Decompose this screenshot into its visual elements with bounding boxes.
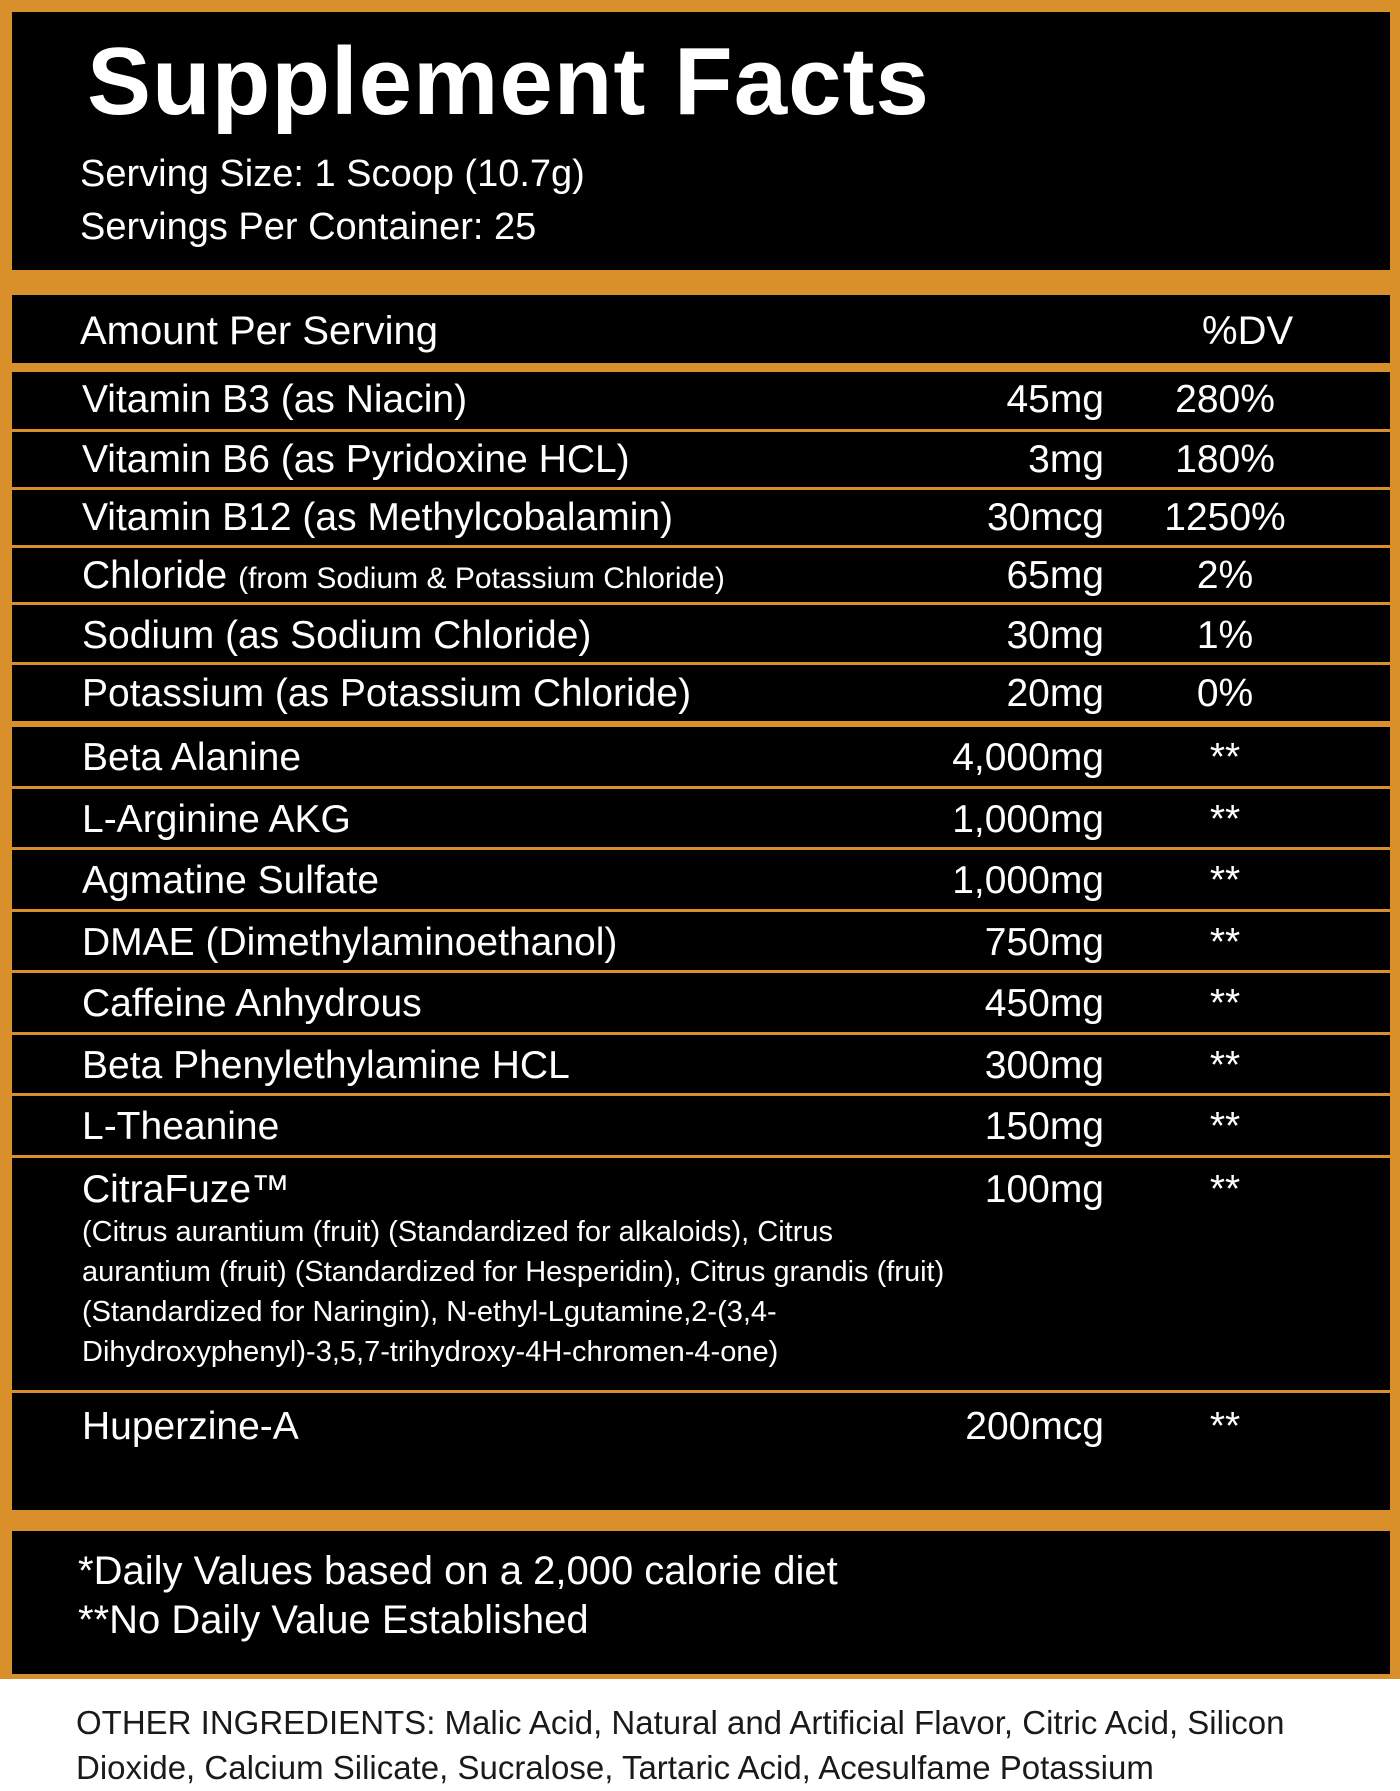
ingredient-table [12,372,1390,1510]
ingredient-daily-value: 180% [1175,438,1275,481]
footnotes-section [12,1531,1390,1674]
ingredient-daily-value: 0% [1196,672,1254,715]
ingredient-amount: 1,000mg [952,859,1104,902]
ingredient-amount: 150mg [984,1105,1104,1148]
amount-per-serving-label: Amount Per Serving [80,309,438,353]
ingredient-daily-value: ** [1209,921,1241,964]
ingredient-daily-value: 1% [1196,614,1254,657]
ingredient-amount: 4,000mg [952,736,1104,779]
ingredient-name-text: Caffeine Anhydrous [82,982,422,1025]
ingredient-name-text: Agmatine Sulfate [82,859,380,902]
ingredient-description: (Citrus aurantium (fruit) (Standardized for alkaloids), Citrus aurantium (fruit) (Standardized for Hesperidin), Citrus grandis (fruit) (Standardized for Naringin), N-ethyl-Lgutamine,2-(3,4-Dihydroxyphenyl)-3,5,7-trihydroxy-4H-chromen-4-one) [82,1216,945,1368]
other-ingredients-text: Malic Acid, Natural and Artificial Flavor, Citric Acid, Silicon Dioxide, Calcium Silicate, Sucralose, Tartaric Acid, Acesulfame Potassium [76,1704,1285,1786]
ingredient-name-text: L-Theanine [82,1105,280,1148]
ingredient-row [12,372,1390,432]
ingredient-row [12,850,1390,912]
ingredient-row [12,1393,1390,1455]
ingredient-daily-value: ** [1209,736,1241,779]
ingredient-name [82,440,630,479]
ingredient-name [82,800,351,839]
ingredient-amount: 65mg [1006,554,1104,597]
ingredient-row [12,432,1390,490]
ingredient-name [82,380,467,419]
header-section [12,12,1390,270]
ingredient-amount: 200mcg [965,1405,1104,1448]
ingredient-name-text: Vitamin B6 (as Pyridoxine HCL) [82,438,630,481]
ingredient-name-text: L-Arginine AKG [82,798,351,841]
ingredient-amount: 3mg [1028,438,1104,481]
ingredient-name [82,1170,290,1209]
ingredient-row [12,548,1390,605]
ingredient-row [12,665,1390,727]
ingredient-daily-value: ** [1209,1044,1241,1087]
ingredient-row [12,1096,1390,1158]
ingredient-amount: 1,000mg [952,798,1104,841]
ingredient-amount: 45mg [1006,378,1104,421]
servings-per-container: Servings Per Container: 25 [80,206,537,248]
ingredient-daily-value: ** [1209,982,1241,1025]
ingredient-name [82,923,617,962]
ingredient-name [82,861,379,900]
ingredient-amount: 30mg [1006,614,1104,657]
ingredient-name-text: DMAE (Dimethylaminoethanol) [82,921,618,964]
ingredient-amount: 750mg [984,921,1104,964]
ingredient-amount: 300mg [984,1044,1104,1087]
ingredient-amount: 450mg [984,982,1104,1025]
ingredient-row [12,789,1390,850]
ingredient-row [12,973,1390,1035]
ingredient-daily-value: 1250% [1164,496,1286,539]
ingredient-name [82,1107,279,1146]
ingredient-daily-value: ** [1209,859,1241,902]
serving-size: Serving Size: 1 Scoop (10.7g) [80,153,585,195]
ingredient-row [12,1035,1390,1096]
ingredient-daily-value: ** [1209,798,1241,841]
ingredient-name-text: Chloride [82,554,228,597]
ingredient-name [82,674,691,713]
ingredient-row [12,727,1390,789]
ingredient-daily-value: 2% [1196,554,1254,597]
ingredient-amount: 20mg [1006,672,1104,715]
column-header-row [12,295,1390,363]
ingredient-name-text: Beta Alanine [82,736,302,779]
ingredient-name-text: CitraFuze™ [82,1168,291,1211]
ingredient-name-text: Sodium (as Sodium Chloride) [82,614,592,657]
ingredient-name [82,556,725,595]
ingredient-name-text: Potassium (as Potassium Chloride) [82,672,692,715]
ingredient-row [12,605,1390,665]
ingredient-amount: 100mg [984,1168,1104,1211]
no-daily-value-footnote: **No Daily Value Established [78,1598,589,1642]
ingredient-name-text: Vitamin B12 (as Methylcobalamin) [82,496,674,539]
ingredient-name [82,616,591,655]
ingredient-name [82,1407,299,1446]
ingredient-row [12,912,1390,973]
ingredient-daily-value: ** [1209,1405,1241,1448]
panel-title: Supplement Facts [87,28,930,135]
daily-values-footnote: *Daily Values based on a 2,000 calorie diet [78,1549,838,1593]
other-ingredients [76,1700,1386,1790]
other-ingredients-label: OTHER INGREDIENTS: [76,1704,436,1741]
ingredient-daily-value: ** [1209,1168,1241,1211]
ingredient-name [82,498,673,537]
ingredient-row [12,490,1390,548]
ingredient-daily-value: 280% [1175,378,1275,421]
ingredient-row [12,1158,1390,1393]
ingredient-amount: 30mcg [986,496,1104,539]
ingredient-name-text: Vitamin B3 (as Niacin) [82,378,468,421]
ingredient-name [82,1046,570,1085]
daily-value-column-label: %DV [1202,309,1294,353]
ingredient-name-source: (from Sodium & Potassium Chloride) [238,562,725,595]
ingredient-name-text: Huperzine-A [82,1405,299,1448]
ingredient-name [82,738,301,777]
ingredient-name-text: Beta Phenylethylamine HCL [82,1044,570,1087]
ingredient-daily-value: ** [1209,1105,1241,1148]
ingredient-name [82,984,422,1023]
